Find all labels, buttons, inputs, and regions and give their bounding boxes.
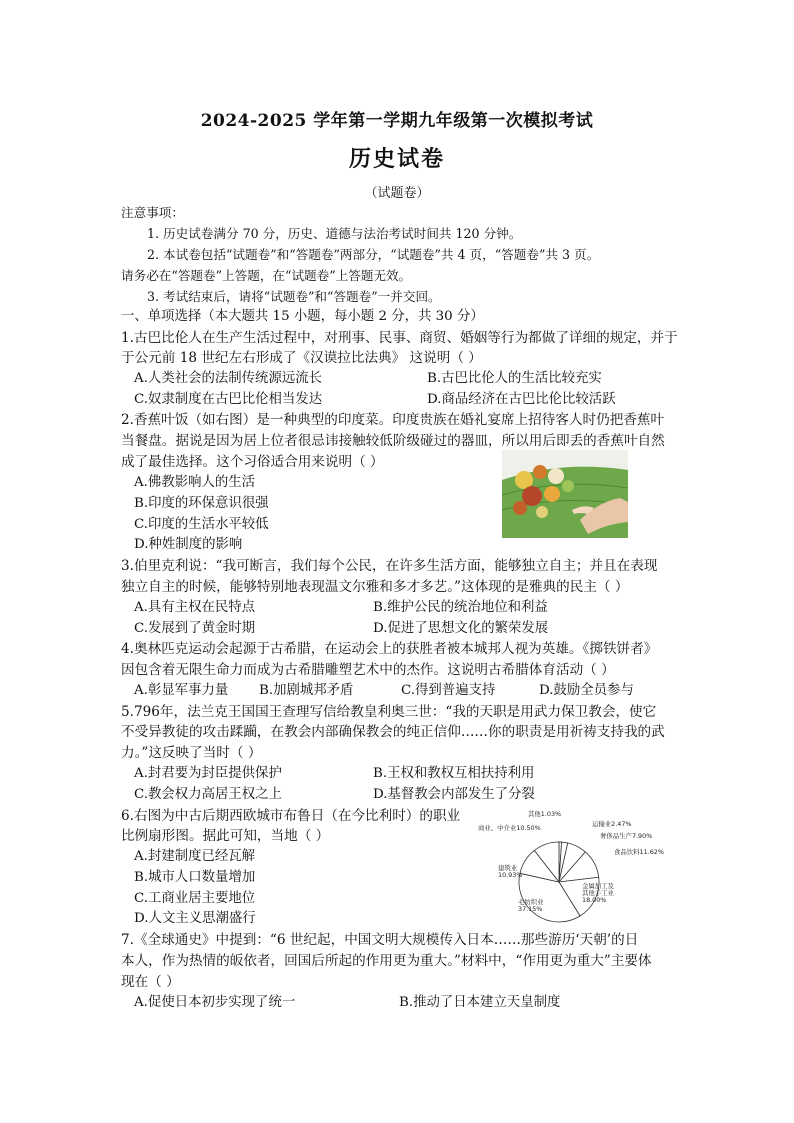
subject-title: 历史试卷 [348, 146, 445, 172]
exam-title: 2024-2025 学年第一学期九年级第一次模拟考试 [200, 111, 594, 131]
question-4-option-b[interactable]: B.加剧城邦矛盾 [259, 683, 354, 698]
pie-label-7: 建筑业 10.93% [498, 864, 523, 879]
question-5-option-d[interactable]: D.基督教会内部发生了分裂 [373, 787, 535, 802]
banana-leaf-meal-picture [502, 450, 628, 538]
question-2-option-a[interactable]: A.佛教影响人的生活 [134, 475, 256, 490]
question-5-option-c[interactable]: C.教会权力高居王权之上 [134, 787, 282, 802]
question-5-line-1: 5.796年，法兰克王国国王查理写信给教皇利奥三世：“我的天职是用武力保卫教会，使它 [121, 704, 657, 720]
question-1-option-c[interactable]: C.奴隶制度在古巴比伦相当发达 [134, 392, 323, 407]
paper-subtitle: （试题卷） [364, 186, 430, 201]
question-6-line-1: 6.右图为中古后期西欧城市布鲁日（在今比利时）的职业 [121, 808, 461, 824]
question-4-line-1: 4.奥林匹克运动会起源于古希腊，在运动会上的获胜者被本城邦人视为英雄。《掷铁饼者》 [121, 641, 658, 657]
banana-leaf-meal-image [502, 450, 628, 538]
pie-svg [474, 808, 664, 928]
question-1-option-d[interactable]: D.商品经济在古巴比伦比较活跃 [427, 392, 616, 407]
pie-label-3: 奢侈品生产7.90% [600, 832, 653, 840]
question-6-line-2: 比例扇形图。据此可知，当地（ ） [121, 828, 330, 844]
pie-label-1: 其他1.03% [528, 810, 562, 818]
occupation-pie-chart [474, 808, 664, 928]
question-7-option-a[interactable]: A.促使日本初步实现了统一 [134, 995, 296, 1010]
question-7-line-3: 现在（ ） [121, 974, 180, 990]
question-4-option-d[interactable]: D.鼓励全员参与 [539, 683, 634, 698]
question-5-line-2: 不受异教徒的攻击蹂躏，在教会内部确保教会的纯正信仰……你的职责是用祈祷支持我的武 [121, 724, 665, 740]
question-4-line-2: 因包含着无限生命力而成为古希腊雕塑艺术中的杰作。这说明古希腊体育活动（ ） [121, 662, 615, 678]
question-2-line-1: 2.香蕉叶饭（如右图）是一种典型的印度菜。印度贵族在婚礼宴席上招待客人时仍把香蕉叶 [121, 412, 665, 428]
question-1-option-a[interactable]: A.人类社会的法制传统源远流长 [134, 371, 323, 386]
question-3-line-2: 独立自主的时候，能够特别地表现温文尔雅和多才多艺。”这体现的是雅典的民主（ ） [121, 579, 629, 595]
question-1-line-2: 于公元前 18 世纪左右形成了《汉谟拉比法典》 这说明（ ） [121, 350, 482, 366]
question-2-option-b[interactable]: B.印度的环保意识很强 [134, 496, 269, 511]
notice-item-2: 2. 本试卷包括“试题卷”和“答题卷”两部分，“试题卷”共 4 页，“答题卷”共 3 页。 [147, 247, 600, 262]
pie-label-5: 金属加工及其他手工业 18.00% [582, 882, 614, 904]
pie-label-2: 运输业2.47% [592, 820, 632, 828]
section-heading: 一、单项选择（本大题共 15 小题，每小题 2 分，共 30 分） [121, 309, 484, 324]
question-6-option-c[interactable]: C.工商业居主要地位 [134, 891, 256, 906]
question-5-option-b[interactable]: B.王权和教权互相扶持利用 [373, 766, 535, 781]
notice-heading: 注意事项： [121, 205, 184, 220]
question-3-option-d[interactable]: D.促进了思想文化的繁荣发展 [373, 621, 549, 636]
question-3-option-b[interactable]: B.维护公民的统治地位和利益 [373, 600, 548, 615]
question-2-line-3: 成了最佳选择。这个习俗适合用来说明（ ） [121, 454, 384, 470]
question-5-option-a[interactable]: A.封君要为封臣提供保护 [134, 766, 282, 781]
notice-item-1: 1. 历史试卷满分 70 分，历史、道德与法治考试时间共 120 分钟。 [147, 226, 522, 241]
question-3-option-a[interactable]: A.具有主权在民特点 [134, 600, 256, 615]
pie-label-8: 商业、中介业10.50% [478, 824, 541, 832]
question-6-option-d[interactable]: D.人文主义思潮盛行 [134, 911, 256, 926]
question-1-option-b[interactable]: B.古巴比伦人的生活比较充实 [427, 371, 602, 386]
question-7-line-2: 本人，作为热情的皈依者，回国后所起的作用更为重大。”材料中，“作用更为重大”主要体 [121, 953, 652, 969]
question-3-line-1: 3.伯里克利说：“我可断言，我们每个公民，在许多生活方面，能够独立自主；并且在表现 [121, 558, 658, 574]
question-7-option-b[interactable]: B.推动了日本建立天皇制度 [399, 995, 561, 1010]
question-4-option-a[interactable]: A.彰显军事力量 [134, 683, 229, 698]
question-1-line-1: 1.古巴比伦人在生产生活过程中，对刑事、民事、商贸、婚姻等行为都做了详细的规定，并于 [121, 330, 678, 346]
pie-label-6: 毛纺织业 37.15% [518, 898, 544, 913]
question-2-line-2: 当餐盘。据说是因为居上位者很忌讳接触较低阶级碰过的器皿，所以用后即丢的香蕉叶自然 [121, 433, 665, 449]
question-6-option-a[interactable]: A.封建制度已经瓦解 [134, 849, 256, 864]
notice-item-3: 3. 考试结束后，请将“试题卷”和“答题卷”一并交回。 [147, 289, 441, 304]
question-3-option-c[interactable]: C.发展到了黄金时期 [134, 621, 256, 636]
question-2-option-c[interactable]: C.印度的生活水平较低 [134, 517, 269, 532]
question-5-line-3: 力。”这反映了当时（ ） [121, 745, 262, 761]
question-4-option-c[interactable]: C.得到普遍支持 [401, 683, 496, 698]
pie-label-4: 食品饮料11.62% [614, 848, 664, 856]
question-6-option-b[interactable]: B.城市人口数量增加 [134, 870, 256, 885]
question-7-line-1: 7.《全球通史》中提到：“6 世纪起，中国文明大规模传入日本……那些游历‘天朝’的日 [121, 932, 639, 948]
notice-item-2-cont: 请务必在“答题卷”上答题，在“试题卷”上答题无效。 [121, 268, 412, 283]
question-2-option-d[interactable]: D.种姓制度的影响 [134, 537, 243, 552]
